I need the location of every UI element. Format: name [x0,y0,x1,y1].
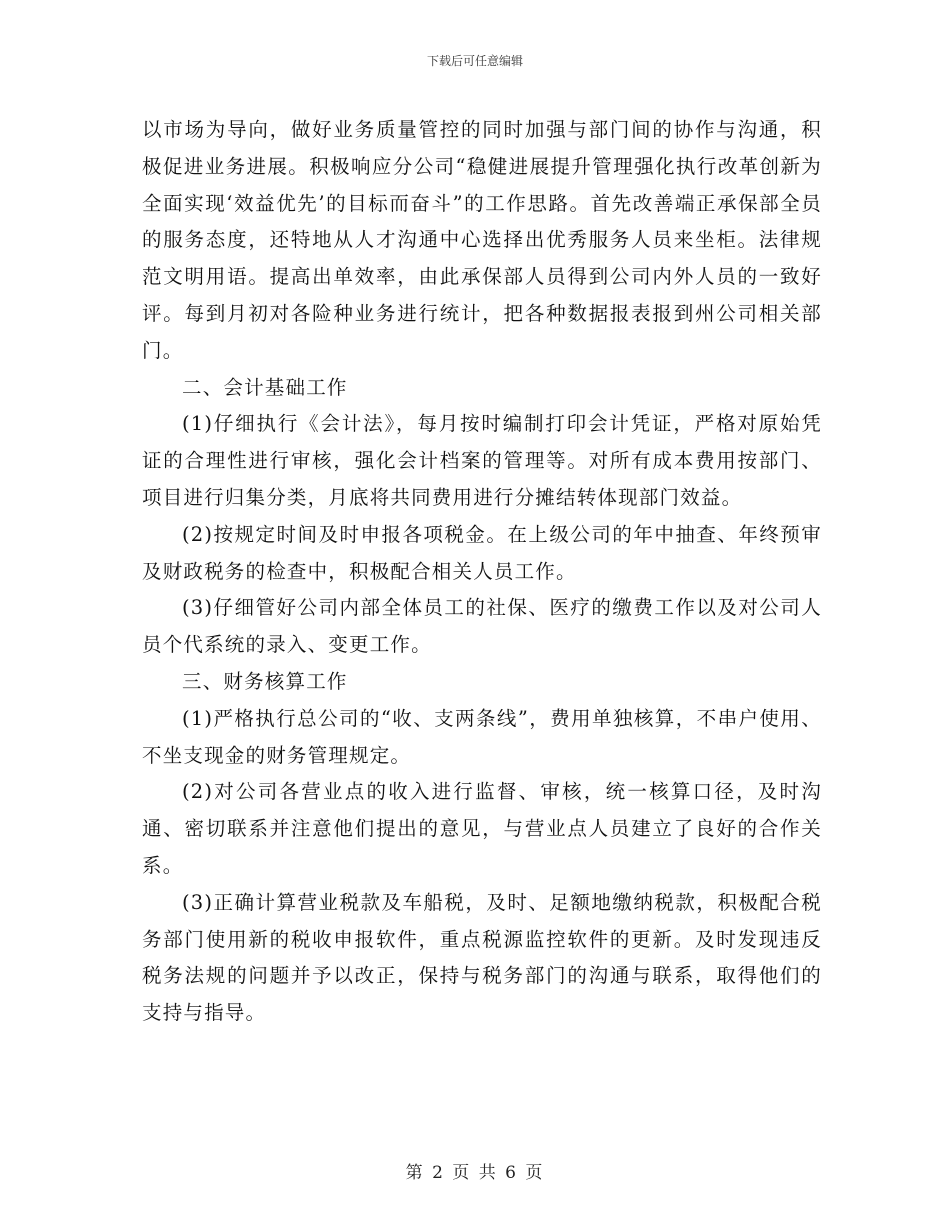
paragraph: 以市场为导向，做好业务质量管控的同时加强与部门间的协作与沟通，积极促进业务进展。积极响应分公司“稳健进展提升管理强化执行改革创新为全面实现‘效益优先’的目标而奋斗”的工作思路。首先改善端正承保部全员的服务态度，还特地从人才沟通中心选择出优秀服务人员来坐柜。法律规范文明用语。提高出单效率，由此承保部人员得到公司内外人员的一致好评。每到月初对各险种业务进行统计，把各种数据报表报到州公司相关部门。 [142,118,822,362]
document-body [142,112,822,1032]
paragraph: (3)仔细管好公司内部全体员工的社保、医疗的缴费工作以及对公司人员个代系统的录入、变更工作。 [142,596,822,657]
section-heading: 三、财务核算工作 [182,669,348,693]
paragraph: (2)对公司各营业点的收入进行监督、审核，统一核算口径，及时沟通、密切联系并注意他们提出的意见，与营业点人员建立了良好的合作关系。 [142,780,822,877]
paragraph: (1)仔细执行《会计法》，每月按时编制打印会计凭证，严格对原始凭证的合理性进行审核，强化会计档案的管理等。对所有成本费用按部门、项目进行归集分类，月底将共同费用进行分摊结转体现部门效益。 [142,412,822,509]
section-heading: 二、会计基础工作 [182,375,348,399]
paragraph: (2)按规定时间及时申报各项税金。在上级公司的年中抽查、年终预审及财政税务的检查中，积极配合相关人员工作。 [142,522,822,583]
page-number: 第 2 页 共 6 页 [405,1163,545,1183]
page-header: 下载后可任意编辑 [426,54,523,68]
paragraph: (1)严格执行总公司的“收、支两条线”，费用单独核算，不串户使用、不坐支现金的财务管理规定。 [142,706,822,767]
paragraph: (3)正确计算营业税款及车船税，及时、足额地缴纳税款，积极配合税务部门使用新的税收申报软件，重点税源监控软件的更新。及时发现违反税务法规的问题并予以改正，保持与税务部门的沟通与联系，取得他们的支持与指导。 [142,890,822,1025]
